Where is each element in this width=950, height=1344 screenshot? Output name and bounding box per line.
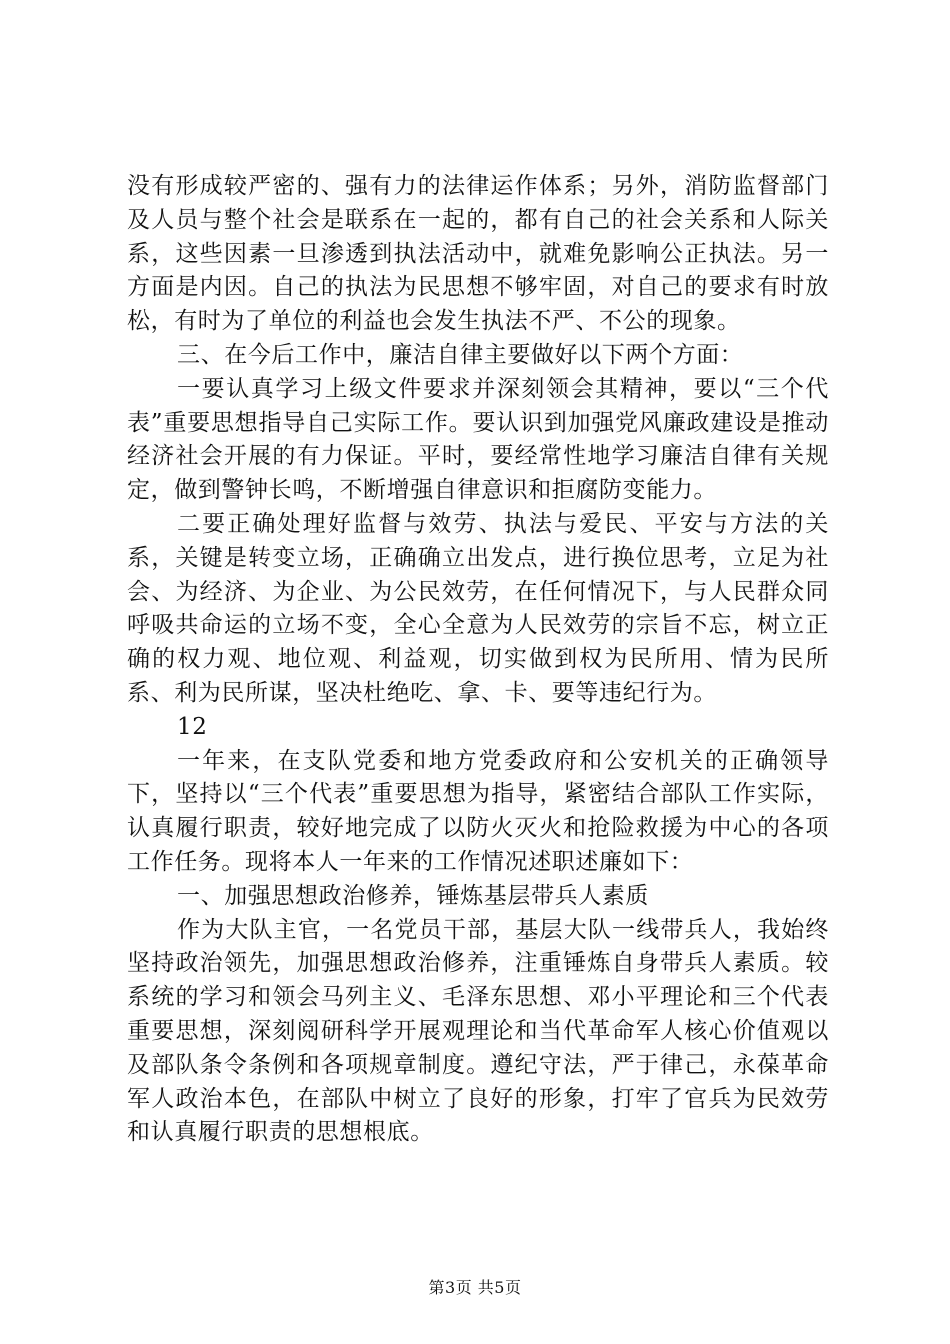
paragraph-point-two: 二要正确处理好监督与效劳、执法与爱民、平安与方法的关系，关键是转变立场，正确确立出发点，进行换位思考，立足为社会、为经济、为企业、为公民效劳，在任何情况下，与人民群众同呼吸共命运的立场不变，全心全意为人民效劳的宗旨不忘，树立正确的权力观、地位观、利益观，切实做到权为民所用、情为民所系、利为民所谋，坚决杜绝吃、拿、卡、要等违纪行为。 (127, 510, 829, 706)
section-number: 12 (177, 713, 208, 740)
paragraph-section-one-body: 作为大队主官，一名党员干部，基层大队一线带兵人，我始终坚持政治领先，加强思想政治修养，注重锤炼自身带兵人素质。较系统的学习和领会马列主义、毛泽东思想、邓小平理论和三个代表重要思想，深刻阅研科学开展观理论和当代革命军人核心价值观以及部队条令条例和各项规章制度。遵纪守法，严于律己，永葆革命军人政治本色，在部队中树立了良好的形象，打牢了官兵为民效劳和认真履行职责的思想根底。 (127, 916, 829, 1146)
paragraph-continuation: 没有形成较严密的、强有力的法律运作体系；另外，消防监督部门及人员与整个社会是联系在一起的，都有自己的社会关系和人际关系，这些因素一旦渗透到执法活动中，就难免影响公正执法。另一方面是内因。自己的执法为民思想不够牢固，对自己的要求有时放松，有时为了单位的利益也会发生执法不严、不公的现象。 (127, 173, 829, 335)
paragraph-intro: 一年来，在支队党委和地方党委政府和公安机关的正确领导下，坚持以“三个代表”重要思想为指导，紧密结合部队工作实际，认真履行职责，较好地完成了以防火灭火和抢险救援为中心的各项工作任务。现将本人一年来的工作情况述职述廉如下： (127, 747, 829, 875)
section-heading-one: 一、加强思想政治修养，锤炼基层带兵人素质 (177, 882, 649, 909)
paragraph-point-one: 一要认真学习上级文件要求并深刻领会其精神，要以“三个代表”重要思想指导自己实际工作。要认识到加强党风廉政建设是推动经济社会开展的有力保证。平时，要经常性地学习廉洁自律有关规定，做到警钟长鸣，不断增强自律意识和拒腐防变能力。 (127, 375, 829, 504)
page-number-footer: 第3页 共5页 (428, 1278, 522, 1297)
document-body (127, 170, 829, 1150)
section-heading-three: 三、在今后工作中，廉洁自律主要做好以下两个方面： (177, 341, 744, 368)
